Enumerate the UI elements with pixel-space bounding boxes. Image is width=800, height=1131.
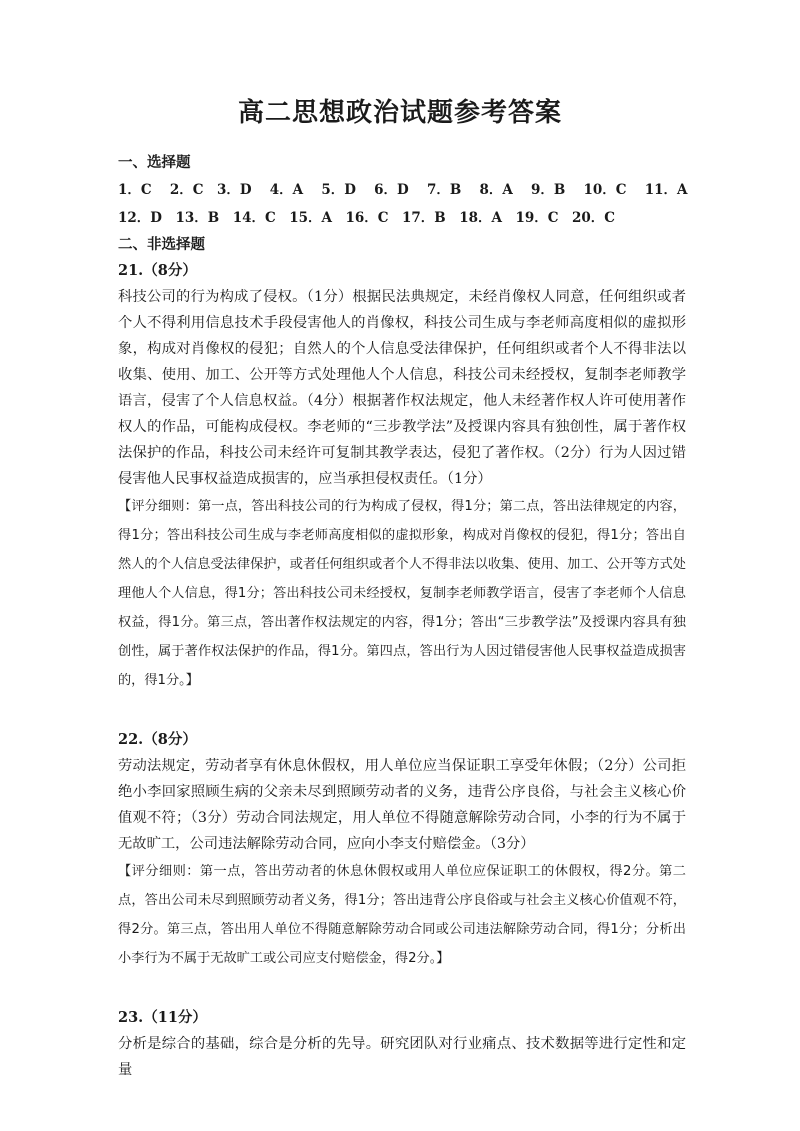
question-23-label: 23.（11分） <box>118 1009 207 1026</box>
question-22-scoring: 【评分细则：第一点，答出劳动者的休息休假权或用人单位应保证职工的休假权，得2分。第二点，答出公司未尽到照顾劳动者义务，得1分；答出违背公序良俗或与社会主义核心价值观不符，得2分。第三点，答出用人单位不得随意解除劳动合同或公司违法解除劳动合同，得1分；分析出小李行为不属于无故旷工或公司应支付赔偿金，得2分。】 <box>118 864 686 966</box>
page-title: 高二思想政治试题参考答案 <box>237 98 562 128</box>
question-22-label: 22.（8分） <box>118 731 197 748</box>
question-21-scoring: 【评分细则：第一点，答出科技公司的行为构成了侵权，得1分；第二点，答出法律规定的内容，得1分；答出科技公司生成与李老师高度相似的虚拟形象，构成对肖像权的侵犯，得1分；答出自然人的个人信息受法律保护，或者任何组织或者个人不得非法以收集、使用、加工、公开等方式处理他人个人信息，得1分；答出科技公司未经授权，复制李老师教学语言，侵害了李老师个人信息权益，得1分。第三点，答出著作权法规定的内容，得1分；答出“三步教学法”及授课内容具有独创性，属于著作权法保护的作品，得1分。第四点，答出行为人因过错侵害他人民事权益造成损害的，得1分。】 <box>118 499 686 688</box>
question-23-answer: 分析是综合的基础，综合是分析的先导。研究团队对行业痛点、技术数据等进行定性和定量 <box>118 1036 686 1078</box>
section-heading-choice: 一、选择题 <box>118 154 191 171</box>
page-content <box>118 150 686 1083</box>
spacer <box>118 973 686 1005</box>
section-heading-nonchoice: 二、非选择题 <box>118 236 205 253</box>
spacer <box>118 695 686 727</box>
question-22-answer: 劳动法规定，劳动者享有休息休假权，用人单位应当保证职工享受年休假；（2分）公司拒绝小李回家照顾生病的父亲未尽到照顾劳动者的义务，违背公序良俗，与社会主义核心价值观不符；（3分）劳动合同法规定，用人单位不得随意解除劳动合同，小李的行为不属于无故旷工，公司违法解除劳动合同，应向小李支付赔偿金。（3分） <box>118 758 686 852</box>
choice-answers-row-2: 12．D 13．B 14．C 15．A 16．C 17．B 18．A 19．C 20．C <box>118 210 616 226</box>
question-21-label: 21.（8分） <box>118 262 197 279</box>
question-21-answer: 科技公司的行为构成了侵权。（1分）根据民法典规定，未经肖像权人同意，任何组织或者个人不得利用信息技术手段侵害他人的肖像权，科技公司生成与李老师高度相似的虚拟形象，构成对肖像权的侵犯；自然人的个人信息受法律保护，任何组织或者个人不得非法以收集、使用、加工、公开等方式处理他人个人信息，科技公司未经授权，复制李老师教学语言，侵害了个人信息权益。（4分）根据著作权法规定，他人未经著作权人许可使用著作权人的作品，可能构成侵权。李老师的“三步教学法”及授课内容具有独创性，属于著作权法保护的作品，科技公司未经许可复制其教学表达，侵犯了著作权。（2分）行为人因过错侵害他人民事权益造成损害的，应当承担侵权责任。（1分） <box>118 289 686 487</box>
choice-answers-row-1: 1．C 2．C 3．D 4．A 5．D 6．D 7．B 8．A 9．B 10．C 11．A <box>118 182 688 198</box>
